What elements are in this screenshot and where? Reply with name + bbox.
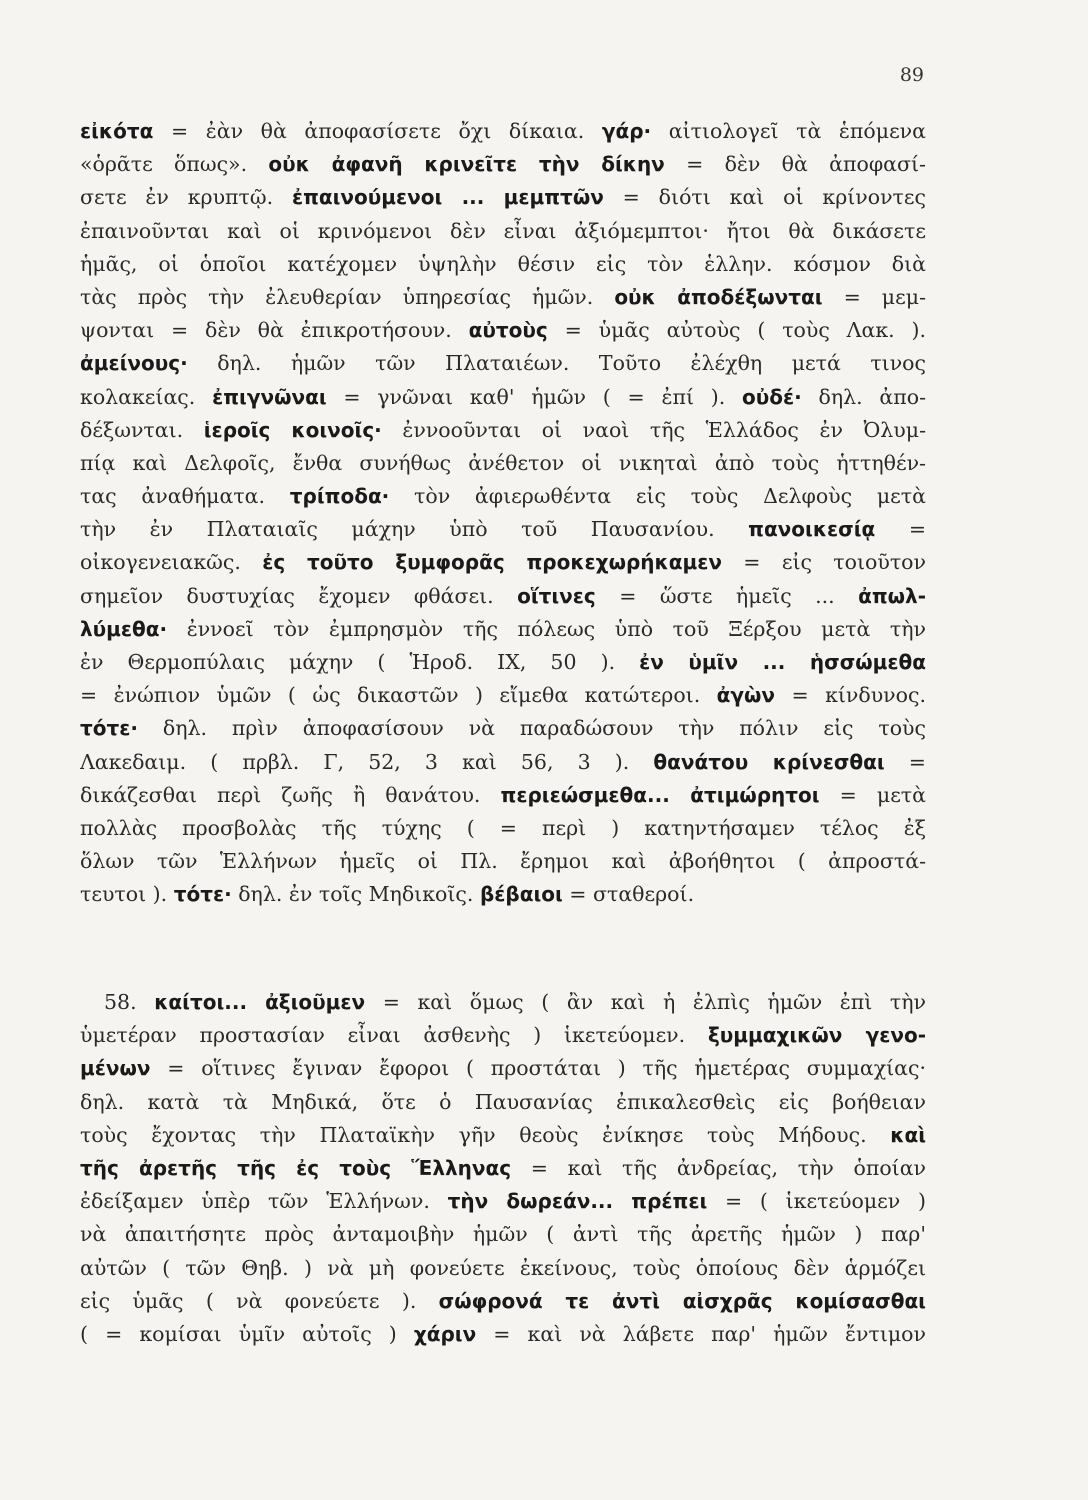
text-line: σημεῖον δυστυχίας ἔχομεν φθάσει. οἵτινες = ὥστε ἡμεῖς ... ἀπωλ- bbox=[80, 583, 926, 608]
commentary-block-58 bbox=[80, 986, 926, 1351]
text-line: ἐπαινοῦνται καὶ οἱ κρινόμενοι δὲν εἶναι ἀξιόμεμπτοι· ἤτοι θὰ δικάσετε bbox=[80, 218, 926, 243]
text-line: νὰ ἀπαιτήσητε πρὸς ἀνταμοιβὴν ἡμῶν ( ἀντὶ τῆς ἀρετῆς ἡμῶν ) παρ' bbox=[80, 1222, 926, 1247]
text-line: τὰς πρὸς τὴν ἐλευθερίαν ὑπηρεσίας ἡμῶν. οὐκ ἀποδέξωνται = μεμ- bbox=[80, 284, 926, 309]
text-line: ἐν Θερμοπύλαις μάχην ( Ἡροδ. ΙΧ, 50 ). ἐν ὑμῖν ... ἡσσώμεθα bbox=[80, 650, 926, 674]
text-line: δηλ. κατὰ τὰ Μηδικά, ὅτε ὁ Παυσανίας ἐπικαλεσθεὶς εἰς βοήθειαν bbox=[80, 1089, 926, 1114]
text-line: δέξωνται. ἱεροῖς κοινοῖς· ἐννοοῦνται οἱ ναοὶ τῆς Ἑλλάδος ἐν Ὀλυμ- bbox=[80, 417, 926, 442]
text-line: «ὁρᾶτε ὅπως». οὐκ ἀφανῆ κρινεῖτε τὴν δίκην = δὲν θὰ ἀποφασί- bbox=[80, 152, 926, 177]
text-line: ὑμετέραν προστασίαν εἶναι ἀσθενὴς ) ἱκετεύομεν. ξυμμαχικῶν γενο- bbox=[80, 1023, 926, 1048]
text-line: 58. καίτοι... ἀξιοῦμεν = καὶ ὅμως ( ἂν καὶ ἡ ἐλπὶς ἡμῶν ἐπὶ τὴν bbox=[104, 990, 926, 1014]
text-line: οἰκογενειακῶς. ἐς τοῦτο ξυμφορᾶς προκεχωρήκαμεν = εἰς τοιοῦτον bbox=[80, 550, 926, 575]
text-line: ἀμείνους· δηλ. ἡμῶν τῶν Πλαταιέων. Τοῦτο ἐλέχθη μετά τινος bbox=[80, 351, 926, 376]
text-line: εἰκότα = ἐὰν θὰ ἀποφασίσετε ὄχι δίκαια. γάρ· αἰτιολογεῖ τὰ ἑπόμενα bbox=[80, 119, 926, 143]
page-number: 89 bbox=[899, 64, 924, 86]
text-line: τῆς ἀρετῆς τῆς ἐς τοὺς Ἕλληνας = καὶ τῆς ἀνδρείας, τὴν ὁποίαν bbox=[80, 1155, 926, 1180]
text-line: ἐδείξαμεν ὑπὲρ τῶν Ἑλλήνων. τὴν δωρεάν... πρέπει = ( ἱκετεύομεν ) bbox=[80, 1189, 926, 1214]
text-line: ὅλων τῶν Ἑλλήνων ἡμεῖς οἱ Πλ. ἔρημοι καὶ ἀβοήθητοι ( ἀπροστά- bbox=[80, 849, 926, 874]
text-line: τοὺς ἔχοντας τὴν Πλαταϊκὴν γῆν θεοὺς ἐνίκησε τοὺς Μήδους. καὶ bbox=[80, 1122, 926, 1147]
text-line: σετε ἐν κρυπτῷ. ἐπαινούμενοι ... μεμπτῶν = διότι καὶ οἱ κρίνοντες bbox=[80, 185, 926, 210]
text-line: τότε· δηλ. πρὶν ἀποφασίσουν νὰ παραδώσουν τὴν πόλιν εἰς τοὺς bbox=[80, 716, 926, 741]
text-line: πίᾳ καὶ Δελφοῖς, ἔνθα συνήθως ἀνέθετον οἱ νικηταὶ ἀπὸ τοὺς ἡττηθέν- bbox=[80, 450, 926, 475]
text-line: δικάζεσθαι περὶ ζωῆς ἢ θανάτου. περιεώσμεθα... ἀτιμώρητοι = μετὰ bbox=[80, 782, 926, 807]
text-line: ἡμᾶς, οἱ ὁποῖοι κατέχομεν ὑψηλὴν θέσιν εἰς τὸν ἑλλην. κόσμον διὰ bbox=[80, 251, 926, 276]
text-line: αὐτῶν ( τῶν Θηβ. ) νὰ μὴ φονεύετε ἐκείνους, τοὺς ὁποίους δὲν ἁρμόζει bbox=[80, 1255, 926, 1280]
text-line: = ἐνώπιον ὑμῶν ( ὡς δικαστῶν ) εἴμεθα κατώτεροι. ἀγὼν = κίνδυνος. bbox=[80, 683, 926, 708]
text-line: τὴν ἐν Πλαταιαῖς μάχην ὑπὸ τοῦ Παυσανίου. πανοικεσίᾳ = bbox=[80, 517, 926, 542]
commentary-block-57 bbox=[80, 115, 926, 912]
text-line: τευτοι ). τότε· δηλ. ἐν τοῖς Μηδικοῖς. βέβαιοι = σταθεροί. bbox=[80, 882, 695, 907]
text-line: ( = κομίσαι ὑμῖν αὐτοῖς ) χάριν = καὶ νὰ λάβετε παρ' ἡμῶν ἔντιμον bbox=[80, 1321, 926, 1346]
text-line: κολακείας. ἐπιγνῶναι = γνῶναι καθ' ἡμῶν ( = ἐπί ). οὐδέ· δηλ. ἀπο- bbox=[80, 384, 926, 409]
text-line: τας ἀναθήματα. τρίποδα· τὸν ἀφιερωθέντα εἰς τοὺς Δελφοὺς μετὰ bbox=[80, 484, 926, 509]
text-line: μένων = οἵτινες ἔγιναν ἔφοροι ( προστάται ) τῆς ἡμετέρας συμμαχίας· bbox=[80, 1056, 926, 1081]
text-line: λύμεθα· ἐννοεῖ τὸν ἐμπρησμὸν τῆς πόλεως ὑπὸ τοῦ Ξέρξου μετὰ τὴν bbox=[80, 616, 926, 641]
text-line: ψονται = δὲν θὰ ἐπικροτήσουν. αὐτοὺς = ὑμᾶς αὐτοὺς ( τοὺς Λακ. ). bbox=[80, 318, 926, 343]
text-line: εἰς ὑμᾶς ( νὰ φονεύετε ). σώφρονά τε ἀντὶ αἰσχρᾶς κομίσασθαι bbox=[80, 1288, 926, 1313]
text-line: Λακεδαιμ. ( πρβλ. Γ, 52, 3 καὶ 56, 3 ). θανάτου κρίνεσθαι = bbox=[80, 749, 926, 774]
text-line: πολλὰς προσβολὰς τῆς τύχης ( = περὶ ) κατηντήσαμεν τέλος ἐξ bbox=[80, 815, 926, 840]
